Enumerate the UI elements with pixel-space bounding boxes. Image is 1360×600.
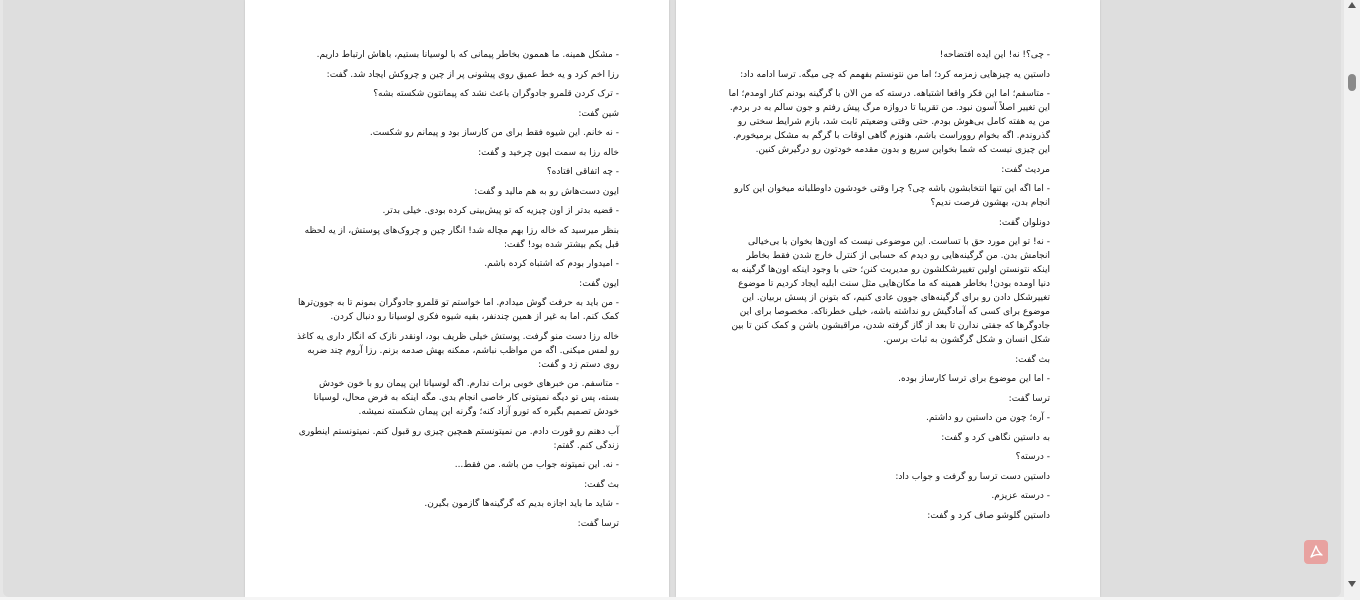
paragraph: رزا اخم کرد و یه خط عمیق روی پیشونی پر از چین و چروکش ایجاد شد. گفت: [326,69,619,80]
vertical-scrollbar[interactable] [1344,0,1360,600]
paragraph: - متاسفم؛ اما این فکر واقعا اشتباهه. درسته که من الان با گرگینه بودنم کنار اومدم؛ اما این تغییر اصلاً آسون نبود. من تقریبا تا دروازه مرگ پیش رفتم و جون سالم به در بردم. من یه هفته کامل بی‌هوش بودم. حتی وقتی وضعیتم ثابت شد، بازم شرایط سختی رو گذروندم. اگه بخوام رووراست باشم، هنوزم گاهی اوقات با گرگم به مشکل برمیخورم. این چیزی نیست که شما بخواین سریع و بدون مقدمه خودتون رو درگیرش کنین. [728,89,1050,155]
paragraph: - نه. این نمیتونه جواب من باشه. من فقط... [454,460,619,470]
pdf-acrobat-icon[interactable] [1304,540,1328,564]
page-right-text-column [728,48,1050,528]
paragraph: - متاسفم. من خبرهای خوبی برات ندارم. اگه لوسیانا این پیمان رو با خون خودش بسته، پس تو دیگه نمیتونی کار خاصی انجام بدی. مگه اینکه به فرض محال، لوسیانا خودش تصمیم بگیره که تورو آزاد کنه؛ وگرنه این پیمان شکسته نمیشه. [313,379,619,417]
paragraph: - شاید ما باید اجازه بدیم که گرگینه‌ها گازمون بگیرن. [424,499,619,509]
paragraph: - اما این موضوع برای ترسا کارساز بوده. [898,374,1050,384]
paragraph: - اما اگه این تنها انتخابشون باشه چی؟ چرا وقتی خودشون داوطلبانه میخوان این کارو انجام بدن، بهشون فرصت ندیم؟ [734,184,1050,208]
paragraph: ایون گفت: [579,278,619,289]
paragraph: ترسا گفت: [1008,393,1050,404]
page-left [245,0,669,597]
paragraph: بث گفت: [584,479,619,490]
paragraph: - قضیه بدتر از اون چیزیه که تو پیش‌بینی کرده بودی. خیلی بدتر. [382,206,619,216]
paragraph: - ترک کردن قلمرو جادوگران باعث نشد که پیمانتون شکسته بشه؟ [373,89,619,99]
paragraph: - چه اتفاقی افتاده؟ [546,167,619,177]
paragraph: - نه! تو این مورد حق با تساست. این موضوعی نیست که اون‌ها بخوان با بی‌خیالی انجامش بدن. من گرگینه‌هایی رو دیدم که حسابی از کنترل خارج شدن فقط بخاطر اینکه نتونستن اولین تغییرشکلشون رو مدیریت کنن؛ حتی با وجود اینکه اون‌ها گرگینه به دنیا اومده بودن! بخاطر همینه که ما مکان‌هایی مثل سنت ابلیه ایجاد کردیم تا موضوع تغییرشکل دادن رو برای گرگینه‌های جوون عادی کنیم، که بتونن از پسش بربیان. این موضوع برای کسی که آمادگیش رو نداشته باشه، خیلی خطرناکه. مخصوصا برای این جادوگرها که جفتی ندارن تا بعد از گاز گرفته شدن، مراقبشون باشن و کمک کنن تا بین شکل انسان و شکل گرگشون به ثبات برسن. [731,237,1050,345]
paragraph: مردیث گفت: [1001,164,1050,175]
paragraph: خاله رزا به سمت ایون چرخید و گفت: [478,147,619,158]
scroll-thumb[interactable] [1348,74,1356,91]
paragraph: داستین دست ترسا رو گرفت و جواب داد: [895,471,1050,482]
paragraph: - امیدوار بودم که اشتباه کرده باشم. [484,259,619,269]
paragraph: داستین گلوشو صاف کرد و گفت: [927,510,1050,521]
paragraph: - من باید به حرفت گوش میدادم. اما خواستم تو قلمرو جادوگران بمونم تا به جوون‌ترها کمک کنم. اما به غیر از همین چندنفر، بقیه شیوه فکری لوسیانا رو دنبال کردن. [298,298,619,322]
paragraph: ترسا گفت: [577,518,619,529]
chevron-down-icon[interactable] [1348,581,1356,587]
paragraph: - نه خانم. این شیوه فقط برای من کارساز بود و پیمانم رو شکست. [369,128,619,138]
document-canvas[interactable] [3,0,1341,597]
paragraph: شین گفت: [578,108,619,119]
paragraph: به داستین نگاهی کرد و گفت: [941,432,1050,443]
page-left-text-column [297,48,619,536]
paragraph: - درسته عزیزم. [991,491,1050,501]
paragraph: دونلوان گفت: [998,217,1050,228]
paragraph: ایون دست‌هاش رو به هم مالید و گفت: [474,186,619,197]
paragraph: - آره؛ چون من داستین رو داشتم. [926,413,1050,423]
paragraph: آب دهنم رو قورت دادم. من نمیتونستم همچین چیزی رو قبول کنم. نمیتونستم اینطوری زندگی کنم. گفتم: [298,426,619,451]
paragraph: - درسته؟ [1015,452,1050,462]
chevron-up-icon[interactable] [1348,2,1356,8]
paragraph: بنظر میرسید که خاله رزا بهم مچاله شد! انگار چین و چروک‌های پوستش، از یه لحظه قبل یکم بیشتر شده بود! گفت: [304,225,619,250]
page-right [676,0,1100,597]
paragraph: - مشکل همینه. ما هممون بخاطر پیمانی که با لوسیانا بستیم، باهاش ارتباط داریم. [316,50,619,60]
paragraph: بث گفت: [1015,354,1050,365]
paragraph: - چی؟! نه! این ایده افتضاحه! [939,50,1050,60]
paragraph: خاله رزا دست منو گرفت. پوستش خیلی ظریف بود، اونقدر نازک که انگار داری یه کاغذ رو لمس میکنی. اگه من مواظب نباشم، ممکنه بهش صدمه بزنم. رزا آروم چند ضربه روی دستم زد و گفت: [297,331,619,370]
pdf-acrobat-glyph [1308,544,1324,560]
paragraph: داستین یه چیزهایی زمزمه کرد؛ اما من نتونستم بفهمم که چی میگه. ترسا ادامه داد: [740,69,1050,80]
